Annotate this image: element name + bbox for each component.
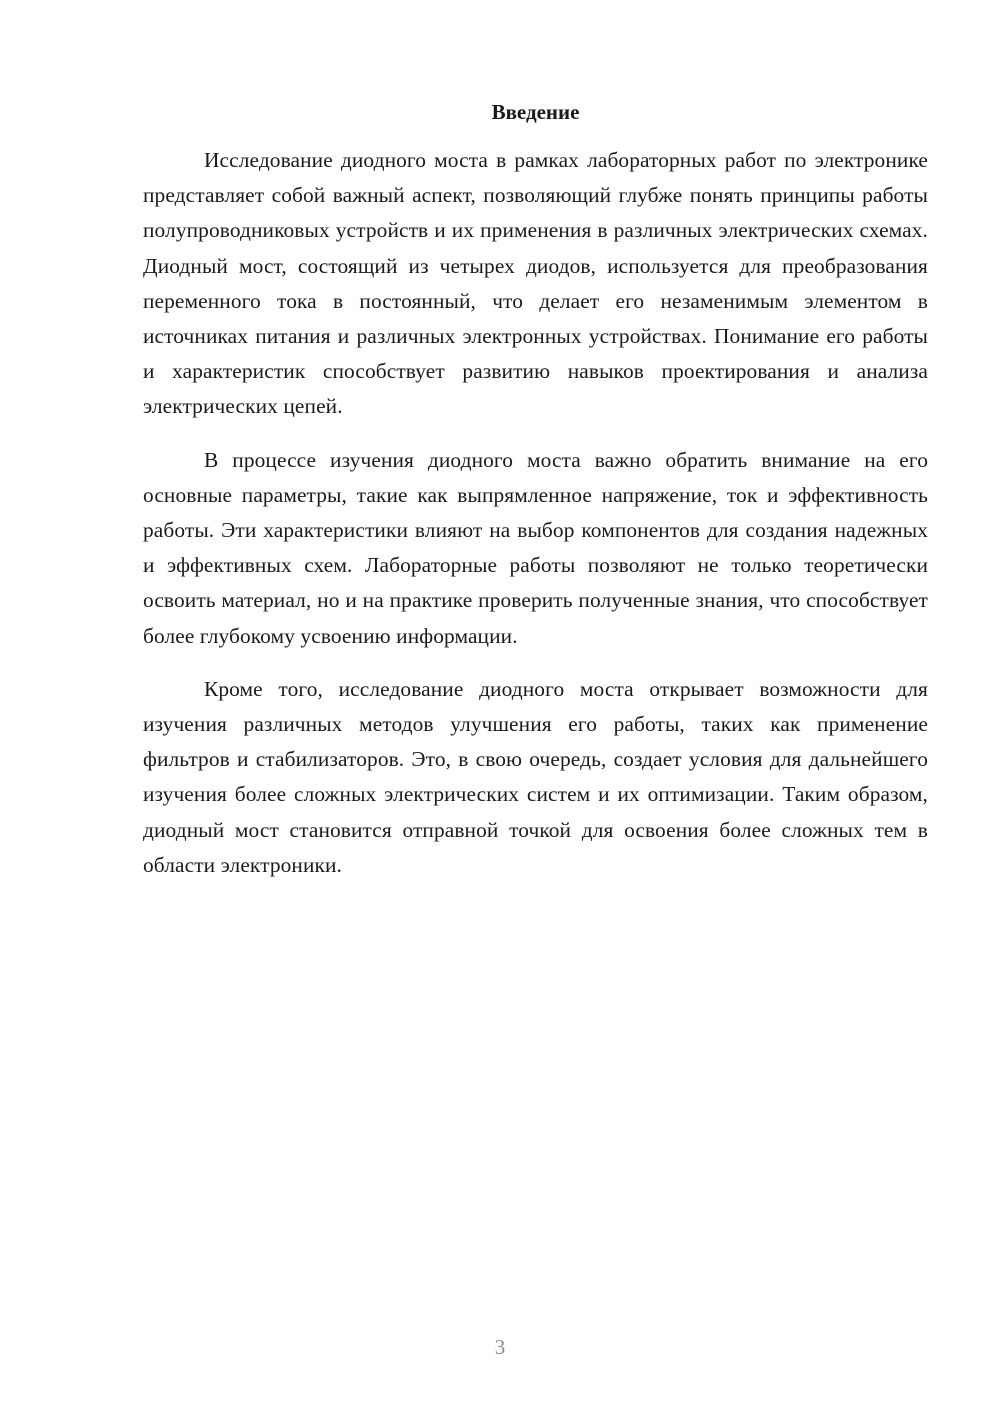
paragraph-3: Кроме того, исследование диодного моста открывает возможности для изучения различных методов улучшения его работы, таких как применение фильтров и стабилизаторов. Это, в свою очередь, создает условия для дальнейшего изучения более сложных электрических систем и их оптимизации. Таким образом, диодный мост становится отправной точкой для освоения более сложных тем в области электроники.	[143, 676, 928, 877]
page-number: 3	[494, 1335, 506, 1359]
section-title: Введение	[491, 100, 580, 124]
paragraph-1: Исследование диодного моста в рамках лабораторных работ по электронике представляет собой важный аспект, позволяющий глубже понять принципы работы полупроводниковых устройств и их применения в различных электрических схемах. Диодный мост, состоящий из четырех диодов, используется для преобразования переменного тока в постоянный, что делает его незаменимым элементом в источниках питания и различных электронных устройствах. Понимание его работы и характеристик способствует развитию навыков проектирования и анализа электрических цепей.	[143, 148, 928, 419]
body-text	[143, 143, 928, 901]
paragraph-2: В процессе изучения диодного моста важно обратить внимание на его основные параметры, такие как выпрямленное напряжение, ток и эффективность работы. Эти характеристики влияют на выбор компонентов для создания надежных и эффективных схем. Лабораторные работы позволяют не только теоретически освоить материал, но и на практике проверить полученные знания, что способствует более глубокому усвоению информации.	[143, 447, 928, 648]
